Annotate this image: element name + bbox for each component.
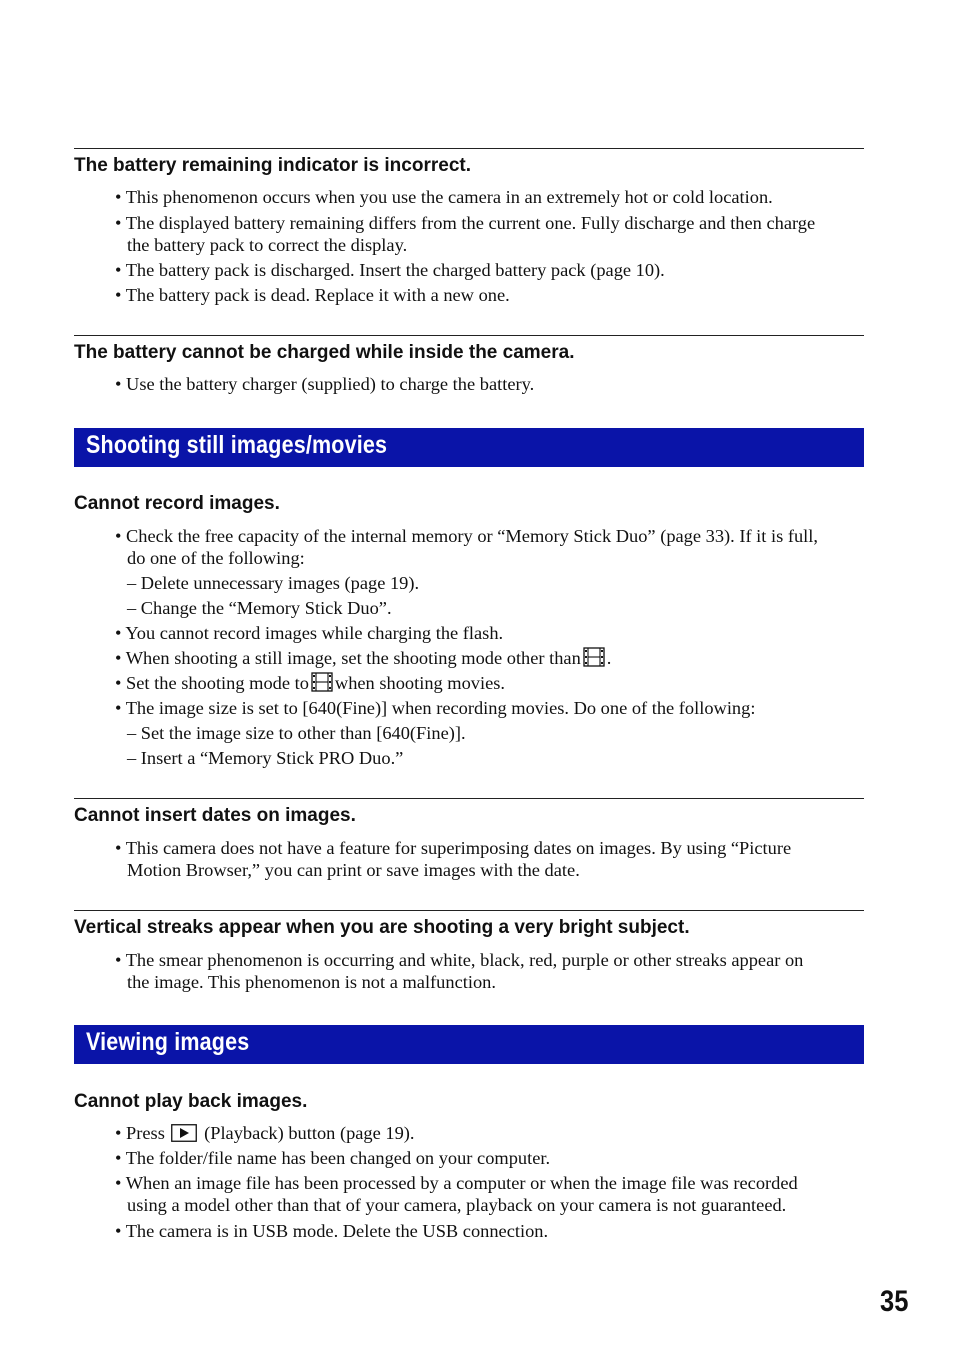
movie-film-icon bbox=[583, 647, 605, 672]
list-item: • The displayed battery remaining differs from the current one. Fully discharge and then charge bbox=[115, 213, 816, 233]
list-item-continuation: Motion Browser,” you can print or save images with the date. bbox=[127, 860, 580, 880]
list-item-text: (Playback) button (page 19). bbox=[204, 1123, 415, 1143]
section-divider bbox=[74, 910, 864, 911]
heading-cannot-record: Cannot record images. bbox=[74, 493, 280, 514]
heading-cannot-play: Cannot play back images. bbox=[74, 1091, 308, 1112]
playback-icon bbox=[171, 1124, 197, 1147]
list-item-continuation: using a model other than that of your camera, playback on your camera is not guaranteed. bbox=[127, 1195, 787, 1215]
list-item-text: • Press bbox=[115, 1123, 165, 1143]
heading-battery-charge: The battery cannot be charged while inside the camera. bbox=[74, 342, 575, 363]
banner-title: Shooting still images/movies bbox=[86, 431, 388, 459]
movie-film-icon bbox=[311, 672, 333, 697]
banner-title: Viewing images bbox=[86, 1028, 250, 1056]
heading-vertical-streaks: Vertical streaks appear when you are shooting a very bright subject. bbox=[74, 917, 690, 938]
list-item-continuation: do one of the following: bbox=[127, 548, 305, 568]
sub-list-item: – Delete unnecessary images (page 19). bbox=[127, 573, 420, 593]
section-banner-shooting bbox=[74, 428, 864, 467]
list-item bbox=[115, 672, 865, 697]
list-item: • The battery pack is dead. Replace it with a new one. bbox=[115, 285, 510, 305]
list-item: • You cannot record images while charging the flash. bbox=[115, 623, 504, 643]
list-item: • The folder/file name has been changed on your computer. bbox=[115, 1148, 551, 1168]
list-item: • Use the battery charger (supplied) to charge the battery. bbox=[115, 374, 535, 394]
list-item bbox=[115, 647, 865, 672]
list-item: • The battery pack is discharged. Insert the charged battery pack (page 10). bbox=[115, 260, 665, 280]
section-divider bbox=[74, 798, 864, 799]
list-item-text: • Set the shooting mode to bbox=[115, 673, 309, 693]
list-item: • This phenomenon occurs when you use the camera in an extremely hot or cold location. bbox=[115, 187, 773, 207]
sub-list-item: – Change the “Memory Stick Duo”. bbox=[127, 598, 392, 618]
list-item: • The image size is set to [640(Fine)] when recording movies. Do one of the following: bbox=[115, 698, 756, 718]
list-item: • When an image file has been processed by a computer or when the image file was recorded bbox=[115, 1173, 798, 1193]
list-item: • Check the free capacity of the internal memory or “Memory Stick Duo” (page 33). If it is full, bbox=[115, 526, 819, 546]
section-banner-viewing bbox=[74, 1025, 864, 1064]
list-item: • The camera is in USB mode. Delete the USB connection. bbox=[115, 1221, 549, 1241]
sub-list-item: – Set the image size to other than [640(Fine)]. bbox=[127, 723, 466, 743]
list-item-text: when shooting movies. bbox=[334, 673, 506, 693]
list-item-text: • When shooting a still image, set the shooting mode other than bbox=[115, 648, 581, 668]
page-number: 35 bbox=[879, 1285, 908, 1318]
list-item: • This camera does not have a feature for superimposing dates on images. By using “Picture bbox=[115, 838, 792, 858]
heading-cannot-insert-dates: Cannot insert dates on images. bbox=[74, 805, 356, 826]
sub-list-item: – Insert a “Memory Stick PRO Duo.” bbox=[127, 748, 404, 768]
heading-battery-indicator: The battery remaining indicator is incorrect. bbox=[74, 155, 471, 176]
list-item-continuation: the image. This phenomenon is not a malfunction. bbox=[127, 972, 496, 992]
section-divider bbox=[74, 335, 864, 336]
list-item-continuation: the battery pack to correct the display. bbox=[127, 235, 408, 255]
section-divider bbox=[74, 148, 864, 149]
list-item-text: . bbox=[606, 648, 612, 668]
list-item bbox=[115, 1122, 865, 1147]
list-item: • The smear phenomenon is occurring and white, black, red, purple or other streaks appear on bbox=[115, 950, 804, 970]
